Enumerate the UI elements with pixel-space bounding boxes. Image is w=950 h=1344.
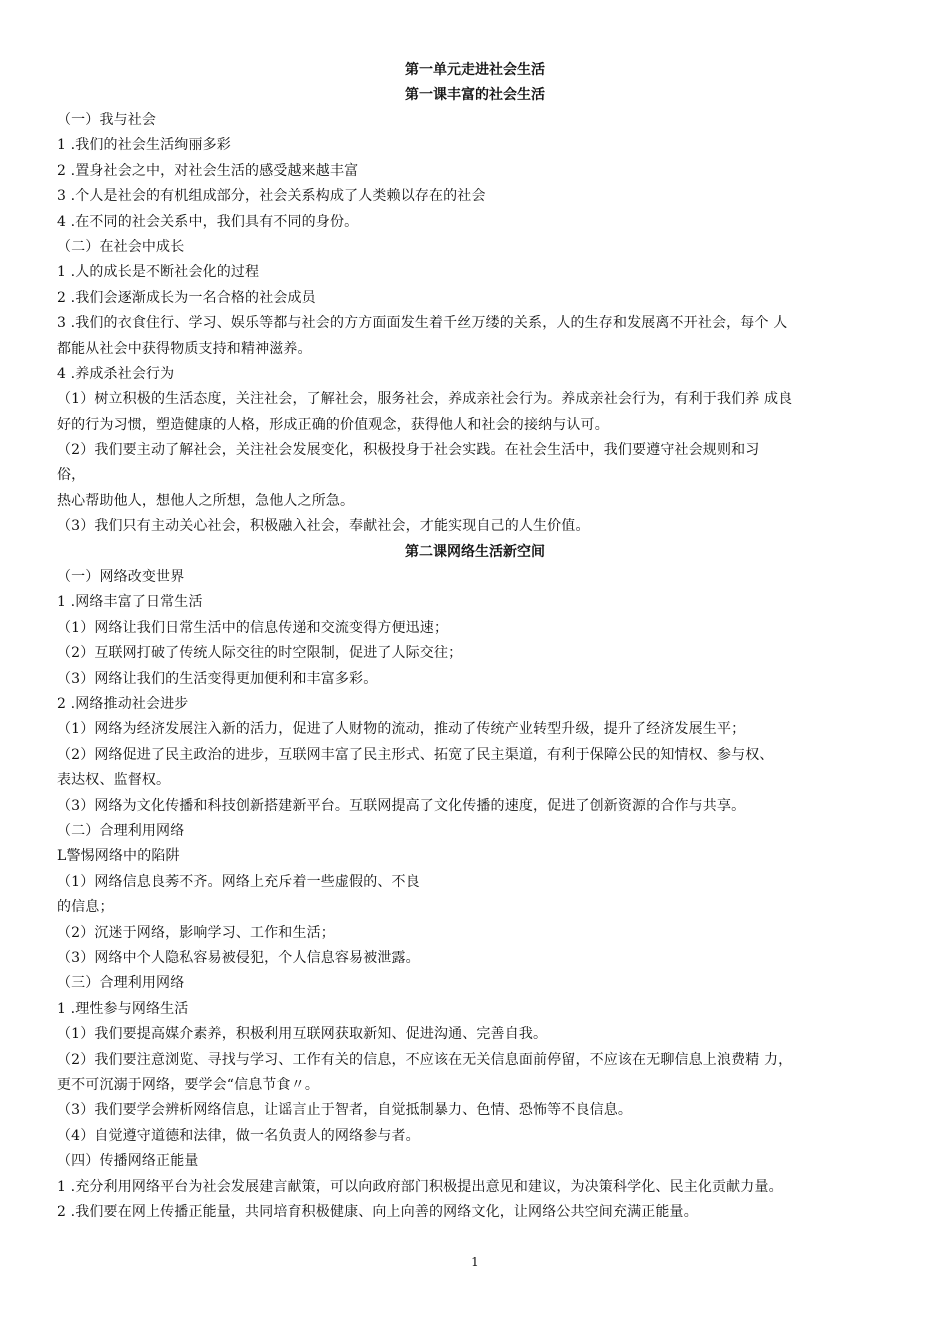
text-line: 俗， (57, 467, 86, 483)
text-line: 4 .养成杀社会行为 (57, 366, 175, 382)
text-line: （3）网络中个人隐私容易被侵犯，个人信息容易被泄露。 (57, 950, 420, 966)
text-line: （3）网络为文化传播和科技创新搭建新平台。互联网提高了文化传播的速度，促进了创新资源的合作与共享。 (57, 798, 746, 814)
text-line: 1 .人的成长是不断社会化的过程 (57, 264, 260, 280)
text-line: （1）我们要提高媒介素养，积极利用互联网获取新知、促进沟通、完善自我。 (57, 1026, 548, 1042)
text-line: 好的行为习惯，塑造健康的人格，形成正确的价值观念，获得他人和社会的接纳与认可。 (57, 417, 609, 433)
text-line: （2）我们要主动了解社会，关注社会发展变化，积极投身于社会实践。在社会生活中，我们要遵守社会规则和习 (57, 442, 760, 458)
text-line: 3 .我们的衣食住行、学习、娱乐等都与社会的方方面面发生着千丝万缕的关系，人的生存和发展离不开社会，每个 人 (57, 315, 788, 331)
text-line: （2）我们要注意浏览、寻找与学习、工作有关的信息，不应该在无关信息面前停留，不应该在无聊信息上浪费精 力， (57, 1052, 793, 1068)
text-line: （4）自觉遵守道德和法律，做一名负责人的网络参与者。 (57, 1128, 420, 1144)
text-line: 1 .充分利用网络平台为社会发展建言献策，可以向政府部门积极提出意见和建议，为决策科学化、民主化贡献力量。 (57, 1179, 783, 1195)
text-line: （2）网络促进了民主政治的进步，互联网丰富了民主形式、拓宽了民主渠道，有利于保障公民的知情权、参与权、 (57, 747, 774, 763)
section-heading: （一）我与社会 (57, 112, 157, 128)
text-line: （1）网络让我们日常生活中的信息传递和交流变得方便迅速； (57, 620, 449, 636)
section-heading: （三）合理利用网络 (57, 975, 185, 991)
text-line: 3 .个人是社会的有机组成部分，社会关系构成了人类赖以存在的社会 (57, 188, 486, 204)
unit-title: 第一单元走进社会生活 (405, 62, 545, 78)
text-line: （1）网络信息良莠不齐。网络上充斥着一些虚假的、不良 (57, 874, 420, 890)
text-line: 2 .置身社会之中，对社会生活的感受越来越丰富 (57, 163, 359, 179)
section-heading: （二）合理利用网络 (57, 823, 185, 839)
text-line: （3）我们只有主动关心社会，积极融入社会，奉献社会，才能实现自己的人生价值。 (57, 518, 590, 534)
section-heading: （二）在社会中成长 (57, 239, 185, 255)
text-line: 1 .网络丰富了日常生活 (57, 594, 203, 610)
text-line: （2）互联网打破了传统人际交往的时空限制，促进了人际交往； (57, 645, 463, 661)
page-number: 1 (471, 1255, 479, 1269)
lesson-title: 第二课网络生活新空间 (405, 544, 545, 560)
text-line: 4 .在不同的社会关系中，我们具有不同的身份。 (57, 214, 359, 230)
section-heading: （一）网络改变世界 (57, 569, 185, 585)
section-heading: （四）传播网络正能量 (57, 1153, 199, 1169)
text-line: （3）网络让我们的生活变得更加便利和丰富多彩。 (57, 671, 378, 687)
text-line: 都能从社会中获得物质支持和精神滋养。 (57, 341, 312, 357)
text-line: 2 .网络推动社会进步 (57, 696, 189, 712)
text-line: 的信息； (57, 899, 114, 915)
text-line: 1 .理性参与网络生活 (57, 1001, 189, 1017)
text-line: （3）我们要学会辨析网络信息，让谣言止于智者，自觉抵制暴力、色情、恐怖等不良信息。 (57, 1102, 633, 1118)
text-line: 1 .我们的社会生活绚丽多彩 (57, 137, 231, 153)
text-line: （1）网络为经济发展注入新的活力，促进了人财物的流动，推动了传统产业转型升级，提升了经济发展生平； (57, 721, 746, 737)
text-line: （2）沉迷于网络，影响学习、工作和生活； (57, 925, 335, 941)
text-line: 2 .我们要在网上传播正能量，共同培育积极健康、向上向善的网络文化，让网络公共空间充满正能量。 (57, 1204, 698, 1220)
text-line: L警惕网络中的陷阱 (57, 848, 180, 864)
text-line: 更不可沉溺于网络，要学会“信息节食〃。 (57, 1077, 320, 1093)
text-line: 2 .我们会逐渐成长为一名合格的社会成员 (57, 290, 316, 306)
text-line: 热心帮助他人，想他人之所想，急他人之所急。 (57, 493, 355, 509)
text-line: 表达权、监督权。 (57, 772, 171, 788)
text-line: （1）树立积极的生活态度，关注社会，了解社会，服务社会，养成亲社会行为。养成亲社会行为，有利于我们养 成良 (57, 391, 793, 407)
lesson-title: 第一课丰富的社会生活 (405, 87, 545, 103)
